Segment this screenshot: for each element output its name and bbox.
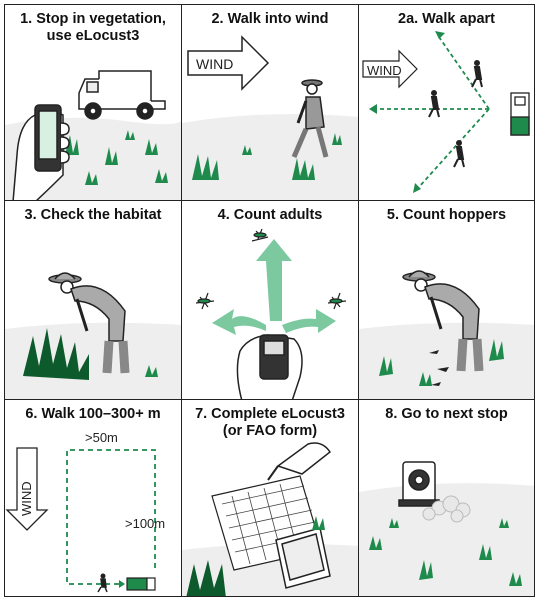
panel-title: 4. Count adults [217,207,323,223]
person-icon [98,574,107,593]
vehicle-rear-icon [399,462,439,506]
panel-title: 6. Walk 100–300+ m [25,406,161,422]
panel-title: 2. Walk into wind [211,11,329,27]
diagram-grid [4,4,535,597]
direction-arrows [212,239,336,335]
wind-label: WIND [367,63,402,78]
person-icons [429,60,482,167]
panel-title: 7. Complete eLocust3 (or FAO form) [195,406,345,439]
panel-title: 3. Check the habitat [24,207,162,223]
panel-walk-distance [4,399,182,597]
panel-walk-into-wind [181,4,359,201]
pen-icon [268,443,330,480]
panel-title: 8. Go to next stop [385,406,508,422]
walk-paths [377,37,489,187]
walk-distance-diagram [5,400,182,597]
panel-title: 2a. Walk apart [398,11,495,27]
panel-check-habitat [4,200,182,400]
count-adults-illustration [182,201,359,400]
check-habitat-illustration [5,201,182,400]
panel-count-hoppers [358,200,535,400]
panel-walk-apart [358,4,535,201]
wind-label: WIND [196,56,234,72]
panel-stop-in-vegetation [4,4,182,201]
distance-right-label: >100m [125,516,166,531]
vehicle-icon [511,93,529,135]
wind-label: WIND [19,481,34,516]
panel-title: 5. Count hoppers [386,207,507,223]
walk-into-wind-illustration [182,5,359,201]
vehicle-icon [79,71,165,119]
count-hoppers-illustration [359,201,535,400]
panel-complete-form [181,399,359,597]
elocust-device-icon [237,335,302,400]
next-stop-illustration [359,400,535,597]
panel-count-adults [181,200,359,400]
panel-title: 1. Stop in vegetation, use eLocust3 [20,11,166,44]
distance-top-label: >50m [85,430,118,445]
walk-apart-illustration [359,5,535,201]
vehicle-icon [127,578,155,590]
panel-next-stop [358,399,535,597]
